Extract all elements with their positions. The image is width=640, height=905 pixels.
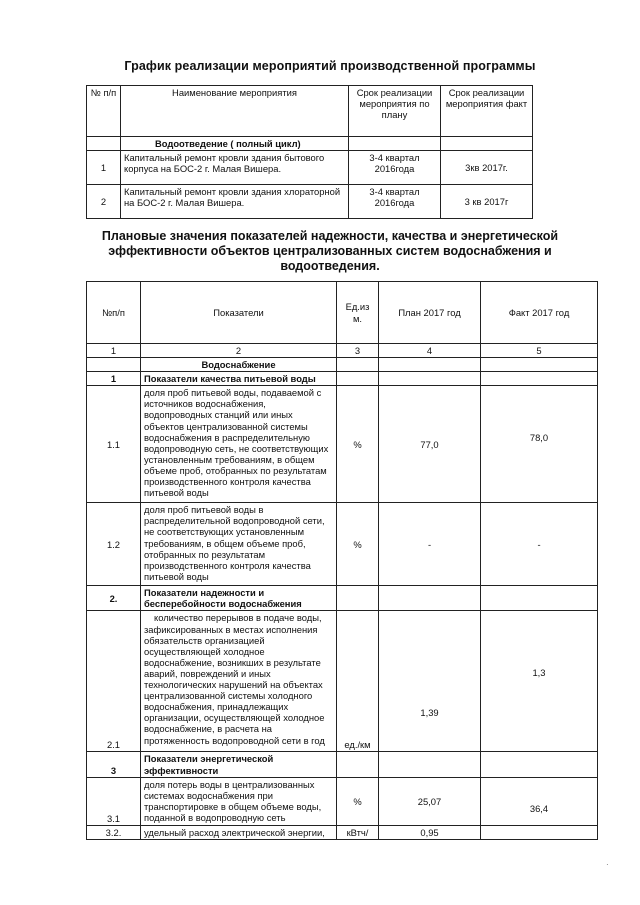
indicators-title: Плановые значения показателей надежности, качества и энергетической эффективности объектов централизованных систем водоснабжения и водоотведения. <box>101 229 559 273</box>
indicators-row <box>87 825 598 839</box>
indicators-header-fact: Факт 2017 год <box>481 282 598 344</box>
schedule-row-plan: 3-4 квартал 2016года <box>349 151 441 185</box>
indicator-name: доля проб питьевой воды, подаваемой с источников водоснабжения, водопроводных станций или иных объектов централизованной системы водоснабжения в распределительную водопроводную сеть, не соответствующих установленным требованиям, в общем объеме проб, отобранных по результатам производственного контроля качества питьевой воды <box>141 386 337 503</box>
indicator-num: 1.1 <box>87 386 141 503</box>
indicators-header-plan: План 2017 год <box>379 282 481 344</box>
indicators-section-title: Водоснабжение <box>141 358 337 372</box>
indicators-header-unit: Ед.из м. <box>337 282 379 344</box>
indicators-header-num: №п/п <box>87 282 141 344</box>
colnum-cell: 1 <box>87 344 141 358</box>
indicator-num: 1 <box>87 372 141 386</box>
indicator-unit: % <box>337 777 379 825</box>
indicator-num: 3.1 <box>87 777 141 825</box>
indicators-group-row <box>87 586 598 611</box>
colnum-cell: 4 <box>379 344 481 358</box>
indicators-colnum-row <box>87 344 598 358</box>
schedule-row <box>87 151 533 185</box>
indicator-unit: % <box>337 503 379 586</box>
indicator-unit: кВтч/ <box>337 825 379 839</box>
indicator-name: удельный расход электрической энергии, <box>141 825 337 839</box>
indicator-name: доля проб питьевой воды в распределительной водопроводной сети, не соответствующих установленным требованиям, в общем объеме проб, отобранных по результатам производственного контроля качества питьевой воды <box>141 503 337 586</box>
indicator-plan: 77,0 <box>379 386 481 503</box>
indicators-row <box>87 777 598 825</box>
schedule-row-fact: 3кв 2017г. <box>441 151 533 185</box>
indicator-plan: 25,07 <box>379 777 481 825</box>
schedule-row-name: Капитальный ремонт кровли здания хлораторной на БОС-2 г. Малая Вишера. <box>121 185 349 219</box>
schedule-row-fact: 3 кв 2017г <box>441 185 533 219</box>
scan-speck: · <box>606 860 609 869</box>
schedule-row-num: 2 <box>87 185 121 219</box>
indicator-num: 3.2. <box>87 825 141 839</box>
indicator-name: Показатели качества питьевой воды <box>141 372 337 386</box>
indicators-group-row <box>87 372 598 386</box>
indicators-header-name: Показатели <box>141 282 337 344</box>
schedule-row-name: Капитальный ремонт кровли здания бытового корпуса на БОС-2 г. Малая Вишера. <box>121 151 349 185</box>
schedule-header-num: № п/п <box>87 86 121 137</box>
indicators-section-row <box>87 358 598 372</box>
indicators-row <box>87 611 598 752</box>
indicators-row <box>87 386 598 503</box>
schedule-section-row <box>87 137 533 151</box>
indicator-fact <box>481 825 598 839</box>
schedule-row <box>87 185 533 219</box>
indicators-row <box>87 503 598 586</box>
indicator-plan: 1,39 <box>379 611 481 752</box>
indicator-num: 3 <box>87 752 141 777</box>
schedule-header-fact: Срок реализации мероприятия факт <box>441 86 533 137</box>
indicator-fact: 36,4 <box>481 777 598 825</box>
indicator-fact: - <box>481 503 598 586</box>
indicator-num: 1.2 <box>87 503 141 586</box>
indicators-group-row <box>87 752 598 777</box>
indicator-num: 2.1 <box>87 611 141 752</box>
schedule-title: График реализации мероприятий производственной программы <box>124 59 536 73</box>
indicator-name: количество перерывов в подаче воды, зафиксированных в местах исполнения обязательств организацией осуществляющей холодное водоснабжение, возникших в результате аварий, повреждений и иных технологических нарушений на объектах централизованной системы холодного водоснабжения, принадлежащих организации, осуществляющей холодное водоснабжение, в расчета на протяженность водопроводной сети в год <box>141 611 337 752</box>
indicator-unit: ед./км <box>337 611 379 752</box>
schedule-header-name: Наименование мероприятия <box>121 86 349 137</box>
colnum-cell: 3 <box>337 344 379 358</box>
schedule-row-plan: 3-4 квартал 2016года <box>349 185 441 219</box>
indicator-name: доля потерь воды в централизованных системах водоснабжения при транспортировке в общем объеме воды, поданной в водопроводную сеть <box>141 777 337 825</box>
indicator-plan: - <box>379 503 481 586</box>
schedule-header-plan: Срок реализации мероприятия по плану <box>349 86 441 137</box>
indicator-num: 2. <box>87 586 141 611</box>
indicator-unit: % <box>337 386 379 503</box>
indicator-name: Показатели энергетической эффективности <box>141 752 337 777</box>
schedule-header-row <box>87 86 533 137</box>
indicators-table <box>86 281 598 840</box>
indicators-header-row <box>87 282 598 344</box>
schedule-table <box>86 85 533 219</box>
colnum-cell: 5 <box>481 344 598 358</box>
colnum-cell: 2 <box>141 344 337 358</box>
indicator-fact: 1,3 <box>481 611 598 752</box>
indicator-name: Показатели надежности и бесперебойности водоснабжения <box>141 586 337 611</box>
indicator-fact: 78,0 <box>481 386 598 503</box>
schedule-row-num: 1 <box>87 151 121 185</box>
schedule-section-title: Водоотведение ( полный цикл) <box>121 137 349 151</box>
indicator-plan: 0,95 <box>379 825 481 839</box>
